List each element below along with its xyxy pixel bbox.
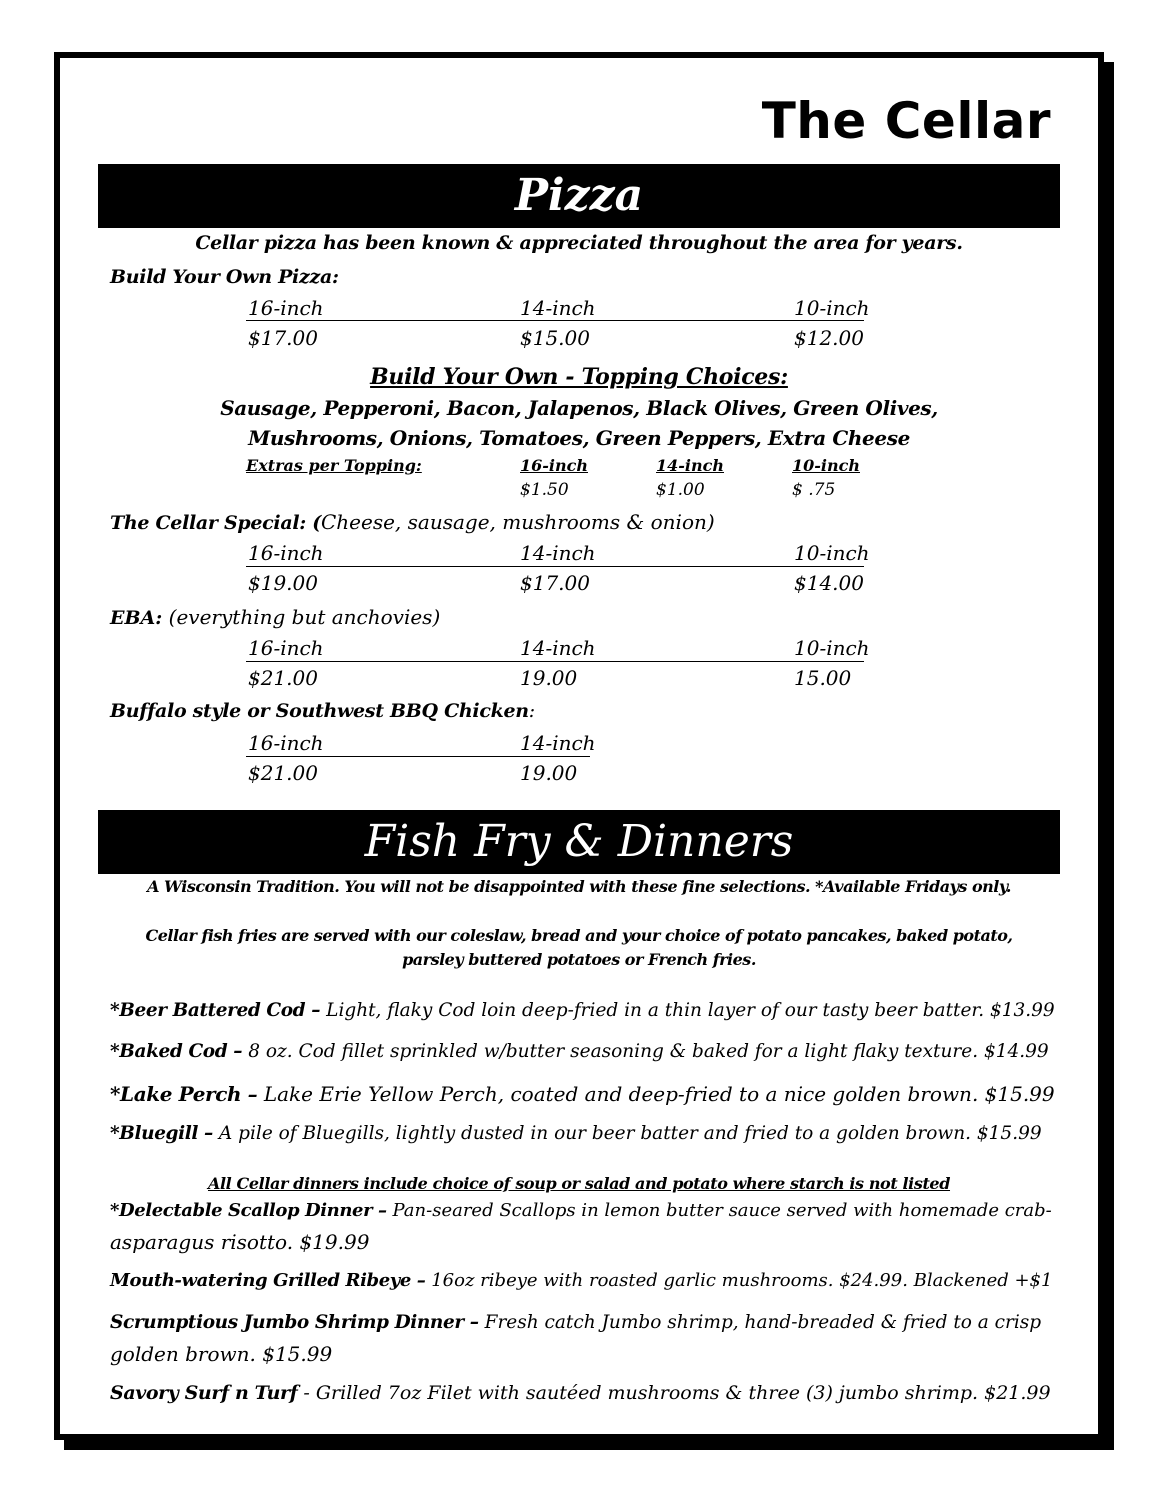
fish-tagline: A Wisconsin Tradition. You will not be disappointed with these fine selections. *Available Fridays only. [147,877,1011,896]
dinner-item-desc: - Grilled 7oz Filet with sautéed mushrooms & three (3) jumbo shrimp. $21.99 [297,1382,1051,1404]
eba-size-16: 16-inch [248,636,324,660]
fish-item-name: *Bluegill – [110,1123,219,1144]
special-rule [246,566,864,567]
dinners-note: All Cellar dinners include choice of soup or salad and potato where starch is not listed [207,1174,951,1193]
topping-list-line-1: Sausage, Pepperoni, Bacon, Jalapenos, Black Olives, Green Olives, [220,396,938,420]
fish-item-name: *Beer Battered Cod – [110,1000,327,1021]
extras-size-14: 14-inch [656,456,724,475]
fish-item [110,1041,1049,1062]
fish-item-desc: Lake Erie Yellow Perch, coated and deep-fried to a nice golden brown. $15.99 [263,1082,1055,1106]
special-size-10: 10-inch [794,541,870,565]
fish-item-name: *Baked Cod – [110,1041,249,1062]
dinner-item [110,1312,1041,1333]
cellar-special-description: Cheese, sausage, mushrooms & onion) [320,510,715,534]
special-price-10: $14.00 [794,571,864,595]
cellar-special-label: The Cellar Special: ( [110,512,321,534]
eba-label: EBA: [110,607,163,629]
extras-price-16: $1.50 [520,480,569,500]
eba-description: (everything but anchovies) [168,605,441,629]
build-your-own-label: Build Your Own Pizza: [110,266,339,288]
fish-item-desc: Light, flaky Cod loin deep-fried in a thin layer of our tasty beer batter. $13.99 [326,1000,1055,1021]
chicken-colon: : [528,700,536,722]
eba-price-14: 19.00 [520,666,578,690]
cellar-special-line [110,510,715,534]
dinner-item-name: Scrumptious Jumbo Shrimp Dinner – [110,1312,485,1333]
dinner-item-desc: 16oz ribeye with roasted garlic mushrooms. $24.99. Blackened +$1 [431,1270,1053,1291]
fish-served-line-2: parsley buttered potatoes or French fries. [402,950,756,969]
dinner-item-name: Savory Surf n Turf [110,1382,298,1404]
dinner-item-continued: asparagus risotto. $19.99 [110,1230,370,1254]
special-size-16: 16-inch [248,541,324,565]
chicken-line [110,700,535,722]
special-price-16: $19.00 [248,571,318,595]
extras-price-14: $1.00 [656,480,705,500]
chicken-size-14: 14-inch [520,731,596,755]
extras-size-16: 16-inch [520,456,588,475]
dinner-item-name: *Delectable Scallop Dinner – [110,1200,393,1221]
restaurant-name: The Cellar [761,92,1051,150]
fish-item-desc: 8 oz. Cod fillet sprinkled w/butter seasoning & baked for a light flaky texture. $14.99 [248,1041,1049,1062]
eba-price-10: 15.00 [794,666,852,690]
chicken-label: Buffalo style or Southwest BBQ Chicken [110,700,529,722]
fish-item [110,1000,1055,1021]
chicken-price-14: 19.00 [520,761,578,785]
eba-size-14: 14-inch [520,636,596,660]
extras-price-10: $ .75 [792,480,836,500]
fish-section-header: Fish Fry & Dinners [98,810,1060,874]
chicken-size-16: 16-inch [248,731,324,755]
fish-item [110,1082,1055,1106]
fish-item [110,1123,1042,1144]
fish-item-name: *Lake Perch – [110,1082,264,1106]
special-price-14: $17.00 [520,571,590,595]
dinner-item-continued: golden brown. $15.99 [110,1342,333,1366]
dinner-item [110,1382,1051,1404]
special-size-14: 14-inch [520,541,596,565]
eba-line [110,605,440,629]
extras-label: Extras per Topping: [246,456,422,475]
byo-price-10: $12.00 [794,326,864,350]
pizza-section-header: Pizza [98,164,1060,228]
eba-price-16: $21.00 [248,666,318,690]
byo-price-14: $15.00 [520,326,590,350]
eba-rule [246,661,864,662]
byo-size-16: 16-inch [248,296,324,320]
chicken-rule [246,756,590,757]
chicken-price-16: $21.00 [248,761,318,785]
fish-served-line-1: Cellar fish fries are served with our coleslaw, bread and your choice of potato pancakes, baked potato, [145,926,1013,945]
dinner-item-desc: Pan-seared Scallops in lemon butter sauce served with homemade crab- [392,1200,1052,1221]
byo-price-16: $17.00 [248,326,318,350]
dinner-item [110,1270,1052,1291]
byo-rule [246,320,864,321]
topping-list-line-2: Mushrooms, Onions, Tomatoes, Green Peppers, Extra Cheese [248,426,910,450]
eba-size-10: 10-inch [794,636,870,660]
dinner-item-desc: Fresh catch Jumbo shrimp, hand-breaded & fried to a crisp [484,1312,1042,1333]
dinner-item [110,1200,1052,1221]
fish-item-desc: A pile of Bluegills, lightly dusted in our beer batter and fried to a golden brown. $15.99 [218,1123,1042,1144]
byo-size-14: 14-inch [520,296,596,320]
byo-size-10: 10-inch [794,296,870,320]
topping-choices-heading: Build Your Own - Topping Choices: [370,364,788,390]
pizza-tagline: Cellar pizza has been known & appreciated throughout the area for years. [195,232,963,254]
dinner-item-name: Mouth-watering Grilled Ribeye – [110,1270,432,1291]
extras-size-10: 10-inch [792,456,860,475]
